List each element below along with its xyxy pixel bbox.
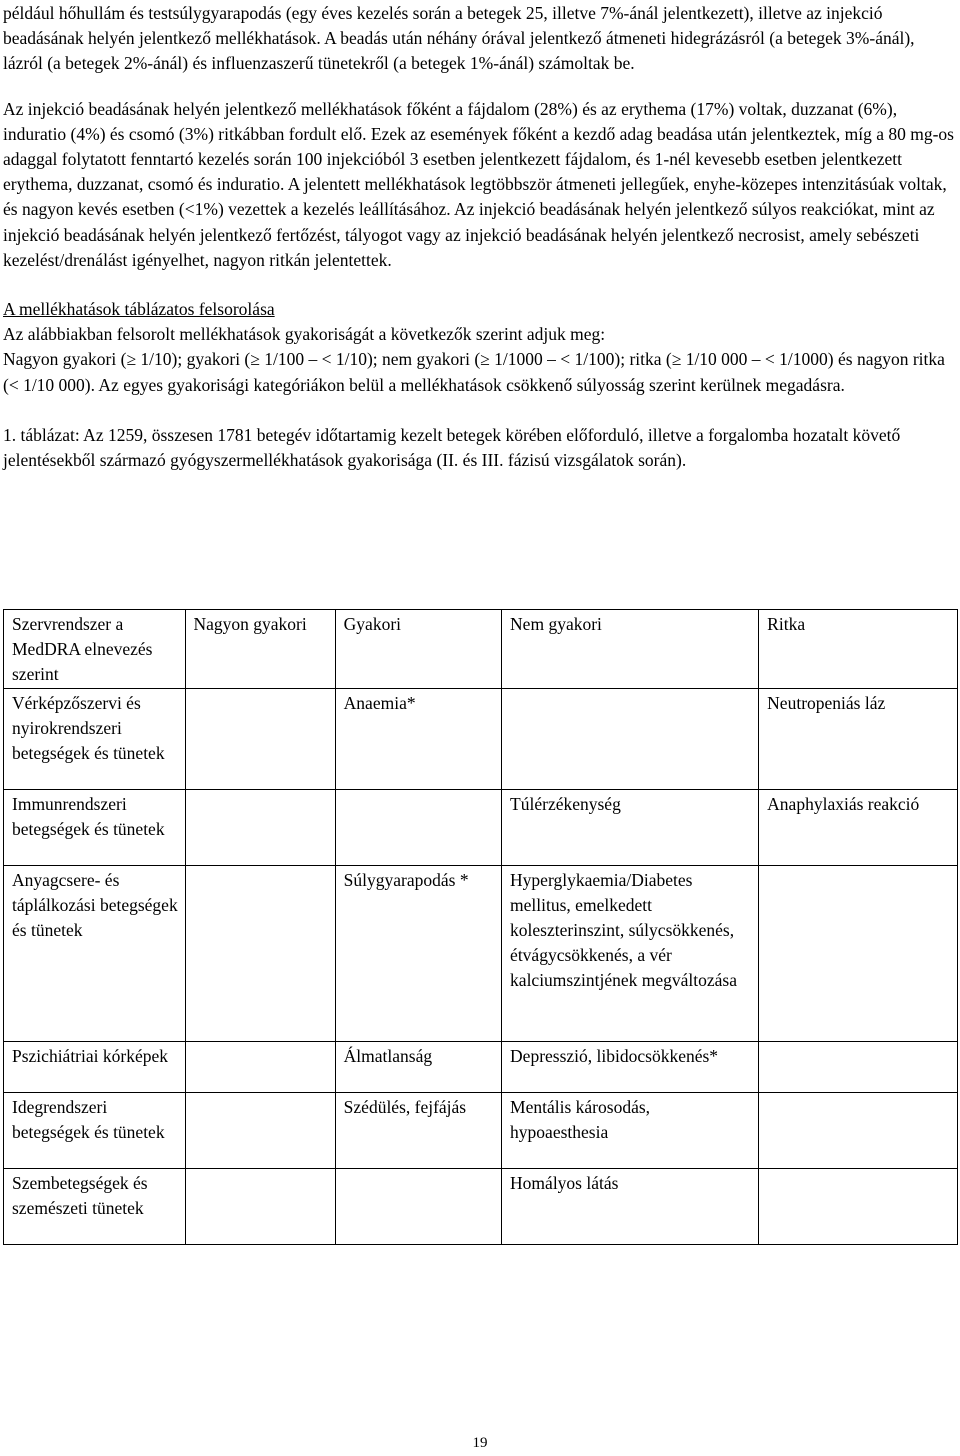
table-row — [4, 1041, 958, 1092]
table-row — [4, 1168, 958, 1244]
cell-uncommon: Hyperglykaemia/Diabetes mellitus, emelkedett koleszterinszint, súlycsökkenés, étvágycsökkenés, a vér kalciumszintjének megváltozása — [502, 865, 759, 1041]
cell-rare — [759, 1041, 958, 1092]
cell-very-common — [185, 789, 335, 865]
page-number: 19 — [472, 1435, 488, 1451]
cell-uncommon — [502, 688, 759, 789]
cell-rare: Neutropeniás láz — [759, 688, 958, 789]
section-heading: A mellékhatások táblázatos felsorolása — [3, 299, 275, 320]
cell-rare — [759, 1092, 958, 1168]
cell-soc: Immunrendszeri betegségek és tünetek — [4, 789, 186, 865]
cell-soc: Anyagcsere- és táplálkozási betegségek és tünetek — [4, 865, 186, 1041]
table-row — [4, 789, 958, 865]
cell-common: Anaemia* — [335, 688, 501, 789]
cell-very-common — [185, 1168, 335, 1244]
table-row — [4, 865, 958, 1041]
cell-common — [335, 789, 501, 865]
cell-uncommon: Mentális károsodás, hypoaesthesia — [502, 1092, 759, 1168]
cell-uncommon: Túlérzékenység — [502, 789, 759, 865]
cell-common — [335, 1168, 501, 1244]
cell-rare — [759, 865, 958, 1041]
injection-site-paragraph: Az injekció beadásának helyén jelentkező mellékhatások főként a fájdalom (28%) és az erythema (17%) voltak, duzzanat (6%), induratio (4%) és csomó (3%) ritkábban fordult elő. Ezek az események főként a kezdő adag beadása után jelentkeztek, míg a 80 mg-os adaggal folytatott fenntartó kezelés során 100 injekcióból 3 esetben jelentkezett fájdalom, és 1-nél kevesebb esetben jelentkezett erythema, duzzanat, csomó és induratio. A jelentett mellékhatások legtöbbször átmeneti jellegűek, enyhe-közepes intenzitásúak voltak, és nagyon kevés esetben (<1%) vezettek a kezelés leállításához. Az injekció beadásának helyén jelentkező súlyos reakciókat, mint az injekció beadásának helyén jelentkező fertőzést, tályogot vagy az injekció beadásának helyén jelentkező necrosist, amely sebészeti kezelést/drenálást igényelhet, nagyon ritkán jelentettek. — [3, 98, 954, 270]
header-cell-soc: Szervrendszer a MedDRA elnevezés szerint — [4, 610, 186, 689]
table-header-row — [4, 610, 958, 689]
cell-very-common — [185, 688, 335, 789]
header-cell-rare: Ritka — [759, 610, 958, 689]
header-cell-common: Gyakori — [335, 610, 501, 689]
document-page — [3, 0, 957, 473]
frequency-definition: Nagyon gyakori (≥ 1/10); gyakori (≥ 1/100 – < 1/10); nem gyakori (≥ 1/1000 – < 1/100); ritka (≥ 1/10 000 – < 1/1000) és nagyon ritka (< 1/10 000). Az egyes gyakorisági kategóriákon belül a mellékhatások csökkenő súlyosság szerint kerülnek megadásra. — [3, 349, 945, 395]
cell-common: Álmatlanság — [335, 1041, 501, 1092]
header-cell-very-common: Nagyon gyakori — [185, 610, 335, 689]
cell-soc: Szembetegségek és szemészeti tünetek — [4, 1168, 186, 1244]
table-row — [4, 1092, 958, 1168]
header-cell-uncommon: Nem gyakori — [502, 610, 759, 689]
cell-rare — [759, 1168, 958, 1244]
cell-soc: Vérképzőszervi és nyirokrendszeri betegségek és tünetek — [4, 688, 186, 789]
cell-common: Szédülés, fejfájás — [335, 1092, 501, 1168]
cell-soc: Idegrendszeri betegségek és tünetek — [4, 1092, 186, 1168]
table-caption: 1. táblázat: Az 1259, összesen 1781 betegév időtartamig kezelt betegek körében előforduló, illetve a forgalomba hozatalt követő jelentésekből származó gyógyszermellékhatások gyakorisága (II. és III. fázisú vizsgálatok során). — [3, 424, 901, 471]
frequency-intro: Az alábbiakban felsorolt mellékhatások gyakoriságát a következők szerint adjuk meg: — [3, 324, 606, 345]
cell-uncommon: Depresszió, libidocsökkenés* — [502, 1041, 759, 1092]
cell-very-common — [185, 1041, 335, 1092]
adverse-reactions-table — [3, 609, 958, 1245]
cell-very-common — [185, 865, 335, 1041]
cell-very-common — [185, 1092, 335, 1168]
intro-paragraph: például hőhullám és testsúlygyarapodás (egy éves kezelés során a betegek 25, illetve 7%-ánál jelentkezett), illetve az injekció beadásának helyén jelentkező mellékhatások. A beadás után néhány órával jelentkező átmeneti hidegrázásról (a betegek 3%-ánál), lázról (a betegek 2%-ánál) és influenzaszerű tünetekről (a betegek 1%-ánál) számoltak be. — [3, 3, 915, 74]
cell-soc: Pszichiátriai kórképek — [4, 1041, 186, 1092]
cell-uncommon: Homályos látás — [502, 1168, 759, 1244]
cell-rare: Anaphylaxiás reakció — [759, 789, 958, 865]
table-row — [4, 688, 958, 789]
cell-common: Súlygyarapodás * — [335, 865, 501, 1041]
